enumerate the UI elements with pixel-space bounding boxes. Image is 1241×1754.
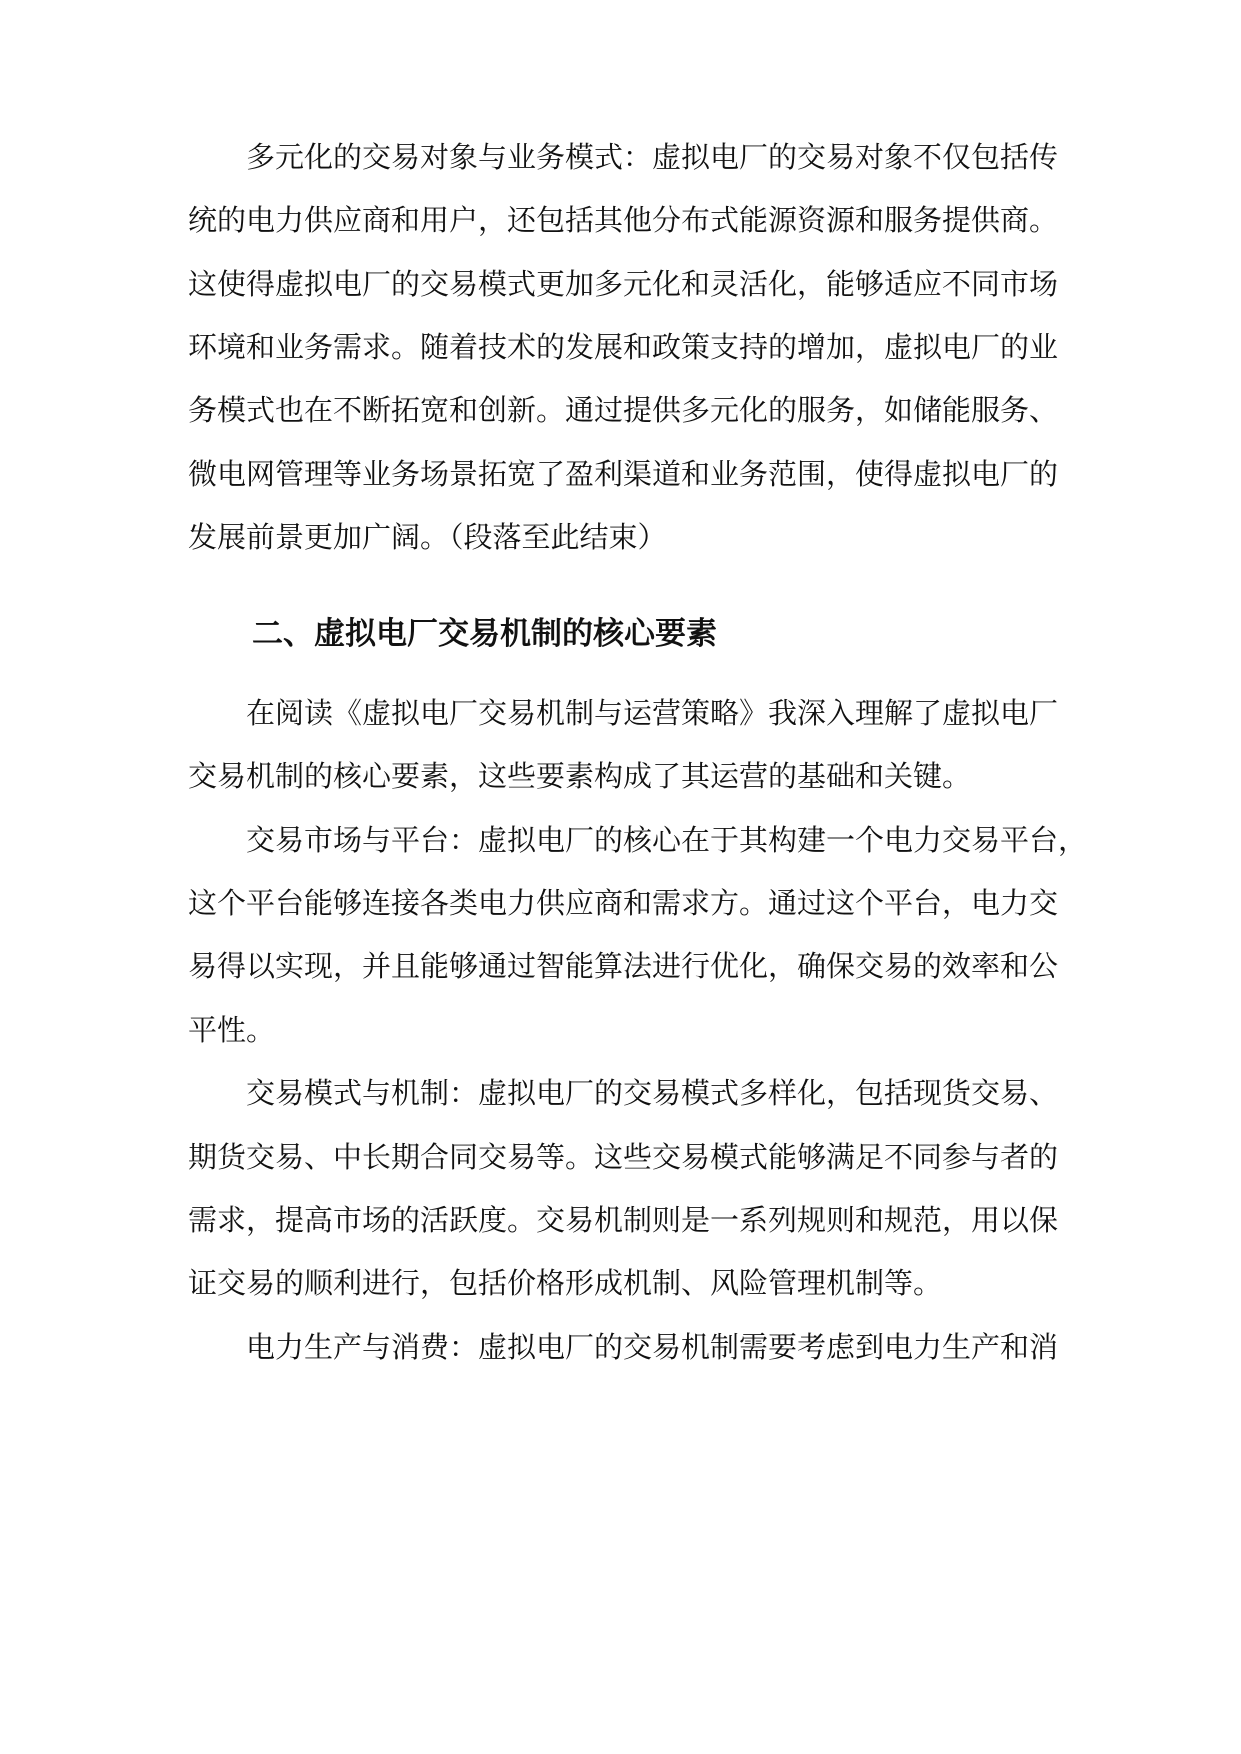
paragraph-line: 在阅读《虚拟电厂交易机制与运营策略》我深入理解了虚拟电厂: [246, 696, 1059, 730]
paragraph-line: 多元化的交易对象与业务模式：虚拟电厂的交易对象不仅包括传: [246, 140, 1059, 174]
paragraph-line: 易得以实现，并且能够通过智能算法进行优化，确保交易的效率和公: [188, 949, 1059, 983]
paragraph-line: 这个平台能够连接各类电力供应商和需求方。通过这个平台，电力交: [188, 886, 1059, 920]
paragraph-line: 统的电力供应商和用户，还包括其他分布式能源资源和服务提供商。: [188, 203, 1059, 237]
paragraph-line: 电力生产与消费：虚拟电厂的交易机制需要考虑到电力生产和消: [246, 1330, 1059, 1364]
paragraph-line: 交易机制的核心要素，这些要素构成了其运营的基础和关键。: [188, 759, 972, 793]
paragraph-line: 证交易的顺利进行，包括价格形成机制、风险管理机制等。: [188, 1266, 943, 1300]
paragraph-line: 平性。: [188, 1013, 276, 1047]
paragraph-line: 交易市场与平台：虚拟电厂的核心在于其构建一个电力交易平台，: [246, 823, 1088, 857]
paragraph-line: 需求，提高市场的活跃度。交易机制则是一系列规则和规范，用以保: [188, 1203, 1059, 1237]
paragraph-line: 这使得虚拟电厂的交易模式更加多元化和灵活化，能够适应不同市场: [188, 267, 1059, 301]
paragraph-line: 期货交易、中长期合同交易等。这些交易模式能够满足不同参与者的: [188, 1140, 1059, 1174]
paragraph-line: 务模式也在不断拓宽和创新。通过提供多元化的服务，如储能服务、: [188, 393, 1059, 427]
paragraph-line: 环境和业务需求。随着技术的发展和政策支持的增加，虚拟电厂的业: [188, 330, 1059, 364]
section-heading: 二、虚拟电厂交易机制的核心要素: [252, 616, 717, 652]
paragraph-line: 发展前景更加广阔。（段落至此结束）: [188, 520, 667, 554]
paragraph-line: 交易模式与机制：虚拟电厂的交易模式多样化，包括现货交易、: [246, 1076, 1059, 1110]
paragraph-line: 微电网管理等业务场景拓宽了盈利渠道和业务范围，使得虚拟电厂的: [188, 457, 1059, 491]
